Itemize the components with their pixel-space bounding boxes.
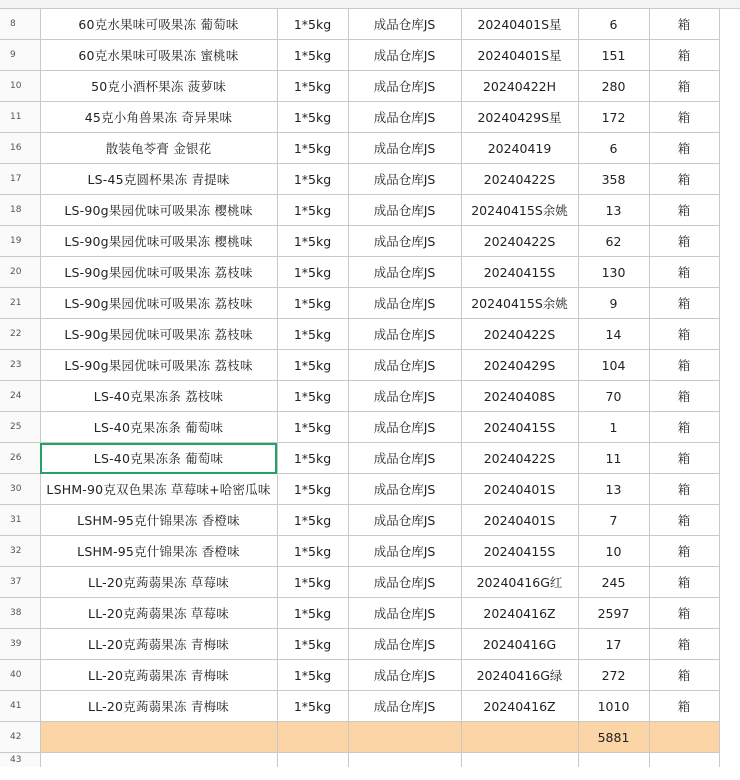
product-name-cell[interactable]: 60克水果味可吸果冻 蜜桃味 [40, 40, 277, 71]
spec-cell[interactable]: 1*5kg [277, 691, 348, 722]
warehouse-cell[interactable]: 成品仓库JS [348, 195, 461, 226]
row-number[interactable]: 16 [0, 133, 40, 164]
quantity-cell[interactable]: 104 [578, 350, 649, 381]
empty-cell[interactable] [277, 753, 348, 768]
warehouse-cell[interactable]: 成品仓库JS [348, 381, 461, 412]
warehouse-cell[interactable]: 成品仓库JS [348, 567, 461, 598]
batch-cell[interactable]: 20240416Z [461, 691, 578, 722]
table-row [0, 660, 719, 691]
warehouse-cell[interactable]: 成品仓库JS [348, 40, 461, 71]
batch-cell[interactable]: 20240422S [461, 226, 578, 257]
row-number[interactable]: 31 [0, 505, 40, 536]
quantity-cell[interactable]: 280 [578, 71, 649, 102]
spec-cell[interactable]: 1*5kg [277, 288, 348, 319]
table-row [0, 9, 719, 40]
row-number[interactable]: 20 [0, 257, 40, 288]
empty-cell[interactable] [40, 753, 277, 768]
quantity-cell[interactable]: 13 [578, 474, 649, 505]
total-quantity-cell[interactable]: 5881 [578, 722, 649, 753]
table-row [0, 133, 719, 164]
row-number[interactable]: 40 [0, 660, 40, 691]
quantity-cell[interactable]: 1 [578, 412, 649, 443]
spec-cell[interactable]: 1*5kg [277, 102, 348, 133]
spec-cell[interactable]: 1*5kg [277, 9, 348, 40]
row-number[interactable]: 37 [0, 567, 40, 598]
unit-cell[interactable]: 箱 [649, 691, 719, 722]
row-number[interactable]: 22 [0, 319, 40, 350]
warehouse-cell[interactable]: 成品仓库JS [348, 474, 461, 505]
product-name-cell[interactable]: LSHM-95克什锦果冻 香橙味 [40, 536, 277, 567]
table-row [0, 102, 719, 133]
spec-cell[interactable]: 1*5kg [277, 257, 348, 288]
product-name-cell[interactable]: LL-20克蒟蒻果冻 草莓味 [40, 598, 277, 629]
warehouse-cell[interactable]: 成品仓库JS [348, 319, 461, 350]
table-row [0, 164, 719, 195]
total-empty-cell[interactable] [40, 722, 277, 753]
row-number[interactable]: 26 [0, 443, 40, 474]
table-row [0, 505, 719, 536]
warehouse-cell[interactable]: 成品仓库JS [348, 226, 461, 257]
quantity-cell[interactable]: 272 [578, 660, 649, 691]
quantity-cell[interactable]: 62 [578, 226, 649, 257]
unit-cell[interactable]: 箱 [649, 381, 719, 412]
row-number[interactable]: 25 [0, 412, 40, 443]
table-row [0, 226, 719, 257]
batch-cell[interactable]: 20240408S [461, 381, 578, 412]
batch-cell[interactable]: 20240416G [461, 629, 578, 660]
spec-cell[interactable]: 1*5kg [277, 40, 348, 71]
unit-cell[interactable]: 箱 [649, 319, 719, 350]
unit-cell[interactable]: 箱 [649, 505, 719, 536]
table-row [0, 381, 719, 412]
batch-cell[interactable]: 20240422S [461, 443, 578, 474]
row-number[interactable]: 9 [0, 40, 40, 71]
unit-cell[interactable]: 箱 [649, 164, 719, 195]
row-number[interactable]: 32 [0, 536, 40, 567]
batch-cell[interactable]: 20240416G绿 [461, 660, 578, 691]
batch-cell[interactable]: 20240401S [461, 505, 578, 536]
row-number[interactable]: 19 [0, 226, 40, 257]
batch-cell[interactable]: 20240415S [461, 412, 578, 443]
unit-cell[interactable]: 箱 [649, 257, 719, 288]
row-number[interactable]: 39 [0, 629, 40, 660]
warehouse-cell[interactable]: 成品仓库JS [348, 164, 461, 195]
spec-cell[interactable]: 1*5kg [277, 443, 348, 474]
table-row [0, 567, 719, 598]
unit-cell[interactable]: 箱 [649, 567, 719, 598]
product-name-cell[interactable]: LS-90g果园优味可吸果冻 荔枝味 [40, 288, 277, 319]
quantity-cell[interactable]: 172 [578, 102, 649, 133]
quantity-cell[interactable]: 1010 [578, 691, 649, 722]
unit-cell[interactable]: 箱 [649, 660, 719, 691]
warehouse-cell[interactable]: 成品仓库JS [348, 691, 461, 722]
row-number[interactable]: 11 [0, 102, 40, 133]
product-name-cell[interactable]: LS-90g果园优味可吸果冻 荔枝味 [40, 350, 277, 381]
batch-cell[interactable]: 20240401S星 [461, 9, 578, 40]
table-row [0, 691, 719, 722]
product-name-cell[interactable]: LL-20克蒟蒻果冻 草莓味 [40, 567, 277, 598]
product-name-cell[interactable]: 45克小角兽果冻 奇异果味 [40, 102, 277, 133]
spec-cell[interactable]: 1*5kg [277, 381, 348, 412]
warehouse-cell[interactable]: 成品仓库JS [348, 536, 461, 567]
table-body [0, 9, 719, 768]
warehouse-cell[interactable]: 成品仓库JS [348, 257, 461, 288]
table-row [0, 319, 719, 350]
row-number[interactable]: 41 [0, 691, 40, 722]
unit-cell[interactable]: 箱 [649, 40, 719, 71]
product-name-cell[interactable]: LS-90g果园优味可吸果冻 樱桃味 [40, 226, 277, 257]
warehouse-cell[interactable]: 成品仓库JS [348, 412, 461, 443]
row-number[interactable]: 8 [0, 9, 40, 40]
product-name-cell[interactable]: LS-40克果冻条 葡萄味 [40, 412, 277, 443]
row-number[interactable]: 21 [0, 288, 40, 319]
unit-cell[interactable]: 箱 [649, 350, 719, 381]
unit-cell[interactable]: 箱 [649, 536, 719, 567]
total-empty-cell[interactable] [277, 722, 348, 753]
spec-cell[interactable]: 1*5kg [277, 629, 348, 660]
inventory-table [0, 8, 720, 767]
spec-cell[interactable]: 1*5kg [277, 567, 348, 598]
unit-cell[interactable]: 箱 [649, 288, 719, 319]
batch-cell[interactable]: 20240422S [461, 319, 578, 350]
table-row [0, 288, 719, 319]
table-row [0, 474, 719, 505]
batch-cell[interactable]: 20240401S星 [461, 40, 578, 71]
product-name-cell[interactable]: 50克小酒杯果冻 菠萝味 [40, 71, 277, 102]
batch-cell[interactable]: 20240415S [461, 257, 578, 288]
table-row [0, 195, 719, 226]
quantity-cell[interactable]: 6 [578, 133, 649, 164]
warehouse-cell[interactable]: 成品仓库JS [348, 102, 461, 133]
spec-cell[interactable]: 1*5kg [277, 536, 348, 567]
warehouse-cell[interactable]: 成品仓库JS [348, 660, 461, 691]
quantity-cell[interactable]: 7 [578, 505, 649, 536]
unit-cell[interactable]: 箱 [649, 598, 719, 629]
batch-cell[interactable]: 20240429S [461, 350, 578, 381]
product-name-cell[interactable]: LL-20克蒟蒻果冻 青梅味 [40, 629, 277, 660]
row-number[interactable]: 38 [0, 598, 40, 629]
batch-cell[interactable]: 20240422H [461, 71, 578, 102]
row-number[interactable]: 23 [0, 350, 40, 381]
unit-cell[interactable]: 箱 [649, 102, 719, 133]
product-name-cell[interactable]: 散装龟苓膏 金银花 [40, 133, 277, 164]
total-empty-cell[interactable] [461, 722, 578, 753]
warehouse-cell[interactable]: 成品仓库JS [348, 598, 461, 629]
batch-cell[interactable]: 20240401S [461, 474, 578, 505]
quantity-cell[interactable]: 13 [578, 195, 649, 226]
total-empty-cell[interactable] [649, 722, 719, 753]
unit-cell[interactable]: 箱 [649, 629, 719, 660]
quantity-cell[interactable]: 6 [578, 9, 649, 40]
row-number[interactable]: 24 [0, 381, 40, 412]
unit-cell[interactable]: 箱 [649, 9, 719, 40]
empty-cell[interactable] [348, 753, 461, 768]
spec-cell[interactable]: 1*5kg [277, 195, 348, 226]
product-name-cell[interactable]: LS-90g果园优味可吸果冻 荔枝味 [40, 319, 277, 350]
product-name-cell[interactable]: LSHM-95克什锦果冻 香橙味 [40, 505, 277, 536]
table-row [0, 598, 719, 629]
unit-cell[interactable]: 箱 [649, 443, 719, 474]
unit-cell[interactable]: 箱 [649, 412, 719, 443]
table-row [0, 412, 719, 443]
batch-cell[interactable]: 20240415S [461, 536, 578, 567]
table-row [0, 257, 719, 288]
unit-cell[interactable]: 箱 [649, 133, 719, 164]
table-row [0, 629, 719, 660]
table-row [0, 443, 719, 474]
quantity-cell[interactable]: 17 [578, 629, 649, 660]
product-name-cell[interactable]: LL-20克蒟蒻果冻 青梅味 [40, 691, 277, 722]
batch-cell[interactable]: 20240429S星 [461, 102, 578, 133]
product-name-cell[interactable]: 60克水果味可吸果冻 葡萄味 [40, 9, 277, 40]
quantity-cell[interactable]: 358 [578, 164, 649, 195]
total-row [0, 722, 719, 753]
product-name-cell[interactable]: LS-40克果冻条 荔枝味 [40, 381, 277, 412]
quantity-cell[interactable]: 11 [578, 443, 649, 474]
table-row [0, 753, 719, 768]
product-name-cell[interactable]: LL-20克蒟蒻果冻 青梅味 [40, 660, 277, 691]
row-number[interactable]: 17 [0, 164, 40, 195]
spec-cell[interactable]: 1*5kg [277, 598, 348, 629]
row-number[interactable]: 30 [0, 474, 40, 505]
spec-cell[interactable]: 1*5kg [277, 474, 348, 505]
warehouse-cell[interactable]: 成品仓库JS [348, 505, 461, 536]
quantity-cell[interactable]: 151 [578, 40, 649, 71]
empty-cell[interactable] [461, 753, 578, 768]
spec-cell[interactable]: 1*5kg [277, 226, 348, 257]
quantity-cell[interactable]: 2597 [578, 598, 649, 629]
selected-cell[interactable]: LS-40克果冻条 葡萄味 [40, 443, 277, 474]
unit-cell[interactable]: 箱 [649, 226, 719, 257]
table-row [0, 536, 719, 567]
spec-cell[interactable]: 1*5kg [277, 319, 348, 350]
batch-cell[interactable]: 20240419 [461, 133, 578, 164]
spec-cell[interactable]: 1*5kg [277, 505, 348, 536]
quantity-cell[interactable]: 9 [578, 288, 649, 319]
warehouse-cell[interactable]: 成品仓库JS [348, 443, 461, 474]
warehouse-cell[interactable]: 成品仓库JS [348, 9, 461, 40]
spec-cell[interactable]: 1*5kg [277, 412, 348, 443]
batch-cell[interactable]: 20240422S [461, 164, 578, 195]
warehouse-cell[interactable]: 成品仓库JS [348, 629, 461, 660]
table-row [0, 40, 719, 71]
row-number[interactable]: 43 [0, 753, 40, 768]
spec-cell[interactable]: 1*5kg [277, 350, 348, 381]
unit-cell[interactable]: 箱 [649, 474, 719, 505]
warehouse-cell[interactable]: 成品仓库JS [348, 133, 461, 164]
empty-cell[interactable] [649, 753, 719, 768]
batch-cell[interactable]: 20240415S余姚 [461, 288, 578, 319]
spec-cell[interactable]: 1*5kg [277, 164, 348, 195]
quantity-cell[interactable]: 245 [578, 567, 649, 598]
unit-cell[interactable]: 箱 [649, 71, 719, 102]
warehouse-cell[interactable]: 成品仓库JS [348, 350, 461, 381]
product-name-cell[interactable]: LS-45克圆杯果冻 青提味 [40, 164, 277, 195]
batch-cell[interactable]: 20240415S余姚 [461, 195, 578, 226]
spec-cell[interactable]: 1*5kg [277, 133, 348, 164]
row-number[interactable]: 42 [0, 722, 40, 753]
warehouse-cell[interactable]: 成品仓库JS [348, 288, 461, 319]
spec-cell[interactable]: 1*5kg [277, 71, 348, 102]
spec-cell[interactable]: 1*5kg [277, 660, 348, 691]
batch-cell[interactable]: 20240416Z [461, 598, 578, 629]
row-number[interactable]: 10 [0, 71, 40, 102]
warehouse-cell[interactable]: 成品仓库JS [348, 71, 461, 102]
row-number[interactable]: 18 [0, 195, 40, 226]
total-empty-cell[interactable] [348, 722, 461, 753]
empty-cell[interactable] [578, 753, 649, 768]
product-name-cell[interactable]: LS-90g果园优味可吸果冻 樱桃味 [40, 195, 277, 226]
quantity-cell[interactable]: 130 [578, 257, 649, 288]
unit-cell[interactable]: 箱 [649, 195, 719, 226]
product-name-cell[interactable]: LSHM-90克双色果冻 草莓味+哈密瓜味 [40, 474, 277, 505]
batch-cell[interactable]: 20240416G红 [461, 567, 578, 598]
quantity-cell[interactable]: 10 [578, 536, 649, 567]
table-row [0, 350, 719, 381]
table-row [0, 71, 719, 102]
quantity-cell[interactable]: 70 [578, 381, 649, 412]
product-name-cell[interactable]: LS-90g果园优味可吸果冻 荔枝味 [40, 257, 277, 288]
quantity-cell[interactable]: 14 [578, 319, 649, 350]
